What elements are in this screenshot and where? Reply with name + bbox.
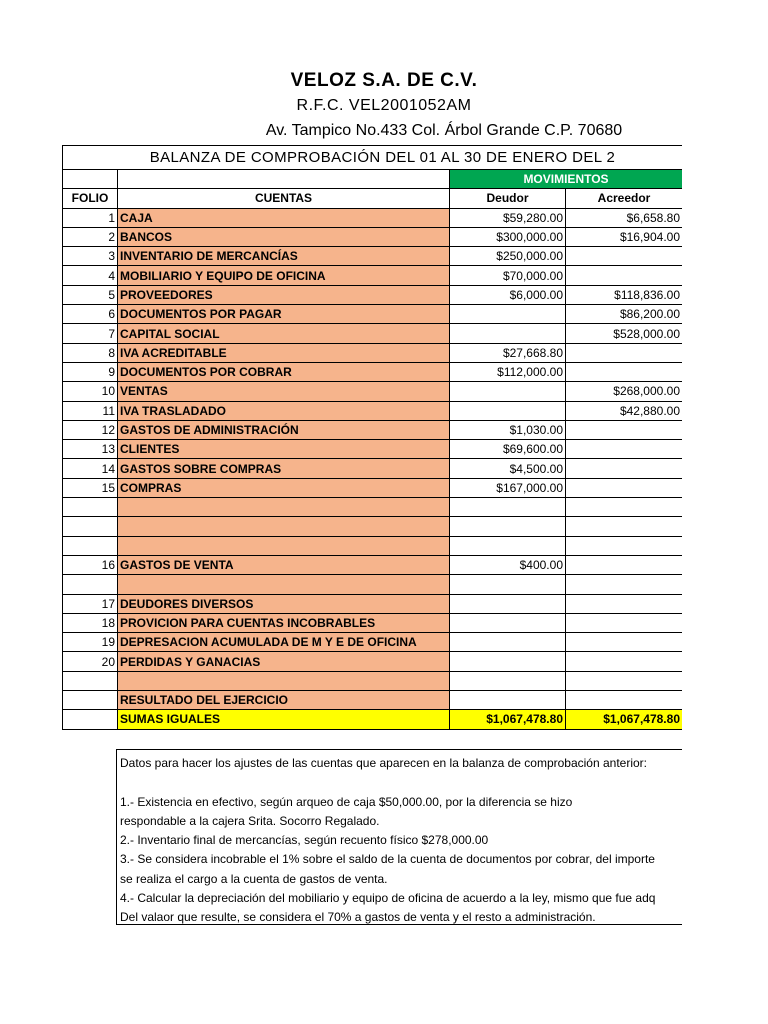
folio-cell [63,517,118,536]
deudor-cell: $1,030.00 [450,420,566,439]
acreedor-cell [566,691,683,710]
account-cell: GASTOS DE ADMINISTRACIÓN [118,420,450,439]
acreedor-header: Acreedor [566,189,683,208]
table-row [63,285,683,304]
account-cell [118,498,450,517]
folio-cell [63,575,118,594]
deudor-cell [450,613,566,632]
deudor-cell [450,652,566,671]
account-cell [118,517,450,536]
deudor-cell [450,498,566,517]
folio-cell: 8 [63,343,118,362]
folio-cell: 3 [63,247,118,266]
folio-cell: 1 [63,208,118,227]
deudor-cell: $70,000.00 [450,266,566,285]
acreedor-cell [566,671,683,690]
deudor-cell: $6,000.00 [450,285,566,304]
deudor-cell [450,633,566,652]
account-cell: IVA ACREDITABLE [118,343,450,362]
adjustment-notes [116,749,682,925]
table-row [63,420,683,439]
folio-cell: 12 [63,420,118,439]
deudor-cell [450,594,566,613]
table-row [63,227,683,246]
table-row [63,343,683,362]
totals-acreedor: $1,067,478.80 [566,710,683,729]
table-row [63,266,683,285]
deudor-cell [450,401,566,420]
deudor-cell: $112,000.00 [450,362,566,381]
account-cell [118,536,450,555]
account-cell: RESULTADO DEL EJERCICIO [118,691,450,710]
account-cell: MOBILIARIO Y EQUIPO DE OFICINA [118,266,450,285]
folio-cell: 7 [63,324,118,343]
folio-cell [63,671,118,690]
folio-cell: 9 [63,362,118,381]
account-cell: PERDIDAS Y GANACIAS [118,652,450,671]
note-line: 3.- Se considera incobrable el 1% sobre el saldo de la cuenta de documentos por cobrar, del importe [120,852,655,867]
table-row [63,652,683,671]
deudor-cell [450,324,566,343]
cuentas-header: CUENTAS [118,189,450,208]
movimientos-header: MOVIMIENTOS [450,170,683,189]
folio-cell: 13 [63,440,118,459]
company-name: VELOZ S.A. DE C.V. [290,70,478,91]
acreedor-cell [566,575,683,594]
note-line: se realiza el cargo a la cuenta de gastos de venta. [120,871,388,886]
table-row [63,575,683,594]
folio-cell: 15 [63,478,118,497]
table-row [63,305,683,324]
table-row [63,401,683,420]
deudor-cell: $250,000.00 [450,247,566,266]
acreedor-cell [566,440,683,459]
folio-cell: 6 [63,305,118,324]
folio-cell [63,536,118,555]
blank-cell [63,170,118,189]
account-cell: PROVICION PARA CUENTAS INCOBRABLES [118,613,450,632]
account-cell: DEPRESACION ACUMULADA DE M Y E DE OFICINA [118,633,450,652]
folio-cell: 18 [63,613,118,632]
table-row [63,208,683,227]
account-cell [118,575,450,594]
folio-cell: 4 [63,266,118,285]
acreedor-cell: $6,658.80 [566,208,683,227]
note-line [120,773,682,792]
acreedor-cell [566,498,683,517]
account-cell: CLIENTES [118,440,450,459]
note-line: 1.- Existencia en efectivo, según arqueo de caja $50,000.00, por la diferencia se hizo [120,794,573,809]
acreedor-cell: $268,000.00 [566,382,683,401]
deudor-header: Deudor [450,189,566,208]
trial-balance-table [62,145,682,730]
account-cell: GASTOS DE VENTA [118,555,450,574]
folio-cell [63,691,118,710]
deudor-cell: $4,500.00 [450,459,566,478]
note-line: 4.- Calcular la depreciación del mobiliario y equipo de oficina de acuerdo a la ley, mismo que fue adq [120,891,656,906]
acreedor-cell: $16,904.00 [566,227,683,246]
account-cell: GASTOS SOBRE COMPRAS [118,459,450,478]
deudor-cell [450,536,566,555]
deudor-cell: $27,668.80 [450,343,566,362]
account-cell: INVENTARIO DE MERCANCÍAS [118,247,450,266]
deudor-cell [450,691,566,710]
account-cell: DOCUMENTOS POR PAGAR [118,305,450,324]
company-address: Av. Tampico No.433 Col. Árbol Grande C.P. 70680 [265,122,623,139]
table-row [63,498,683,517]
note-line: respondable a la cajera Srita. Socorro Regalado. [120,813,380,828]
deudor-cell [450,305,566,324]
folio-cell: 10 [63,382,118,401]
folio-cell: 11 [63,401,118,420]
table-row [63,633,683,652]
account-cell: CAPITAL SOCIAL [118,324,450,343]
folio-cell: 17 [63,594,118,613]
acreedor-cell [566,555,683,574]
folio-cell: 14 [63,459,118,478]
acreedor-cell: $118,836.00 [566,285,683,304]
deudor-cell: $400.00 [450,555,566,574]
table-row [63,613,683,632]
deudor-cell: $167,000.00 [450,478,566,497]
account-cell: PROVEEDORES [118,285,450,304]
acreedor-cell [566,652,683,671]
acreedor-cell: $42,880.00 [566,401,683,420]
note-line: 2.- Inventario final de mercancías, según recuento físico $278,000.00 [120,833,489,848]
note-line: Datos para hacer los ajustes de las cuentas que aparecen en la balanza de comprobación anterior: [120,756,647,770]
acreedor-cell [566,633,683,652]
folio-cell: 2 [63,227,118,246]
note-line: Del valaor que resulte, se considera el 70% a gastos de venta y el resto a administración. [120,910,596,925]
table-row [63,536,683,555]
acreedor-cell [566,343,683,362]
table-row [63,555,683,574]
account-cell: VENTAS [118,382,450,401]
account-cell [118,671,450,690]
deudor-cell [450,575,566,594]
acreedor-cell [566,266,683,285]
table-row [63,362,683,381]
acreedor-cell: $528,000.00 [566,324,683,343]
account-cell: DOCUMENTOS POR COBRAR [118,362,450,381]
table-row [63,691,683,710]
deudor-cell [450,517,566,536]
table-row [63,324,683,343]
acreedor-cell [566,420,683,439]
acreedor-cell [566,536,683,555]
deudor-cell [450,382,566,401]
account-cell: IVA TRASLADADO [118,401,450,420]
table-row [63,382,683,401]
table-row [63,478,683,497]
account-cell: DEUDORES DIVERSOS [118,594,450,613]
folio-cell: 19 [63,633,118,652]
totals-label: SUMAS IGUALES [118,710,450,729]
deudor-cell [450,671,566,690]
acreedor-cell [566,362,683,381]
acreedor-cell [566,517,683,536]
blank-cell [63,710,118,729]
deudor-cell: $300,000.00 [450,227,566,246]
acreedor-cell: $86,200.00 [566,305,683,324]
deudor-cell: $69,600.00 [450,440,566,459]
folio-cell: 20 [63,652,118,671]
table-row [63,459,683,478]
totals-row [63,710,683,729]
acreedor-cell [566,247,683,266]
acreedor-cell [566,459,683,478]
table-row [63,517,683,536]
table-row [63,671,683,690]
deudor-cell: $59,280.00 [450,208,566,227]
acreedor-cell [566,594,683,613]
folio-cell: 16 [63,555,118,574]
account-cell: CAJA [118,208,450,227]
table-title: BALANZA DE COMPROBACIÓN DEL 01 AL 30 DE ENERO DEL 2 [63,146,683,170]
account-cell: BANCOS [118,227,450,246]
folio-cell: 5 [63,285,118,304]
account-cell: COMPRAS [118,478,450,497]
acreedor-cell [566,613,683,632]
company-rfc: R.F.C. VEL2001052AM [296,97,472,114]
folio-header: FOLIO [63,189,118,208]
folio-cell [63,498,118,517]
blank-cell [118,170,450,189]
totals-deudor: $1,067,478.80 [450,710,566,729]
table-row [63,440,683,459]
table-row [63,247,683,266]
acreedor-cell [566,478,683,497]
table-row [63,594,683,613]
